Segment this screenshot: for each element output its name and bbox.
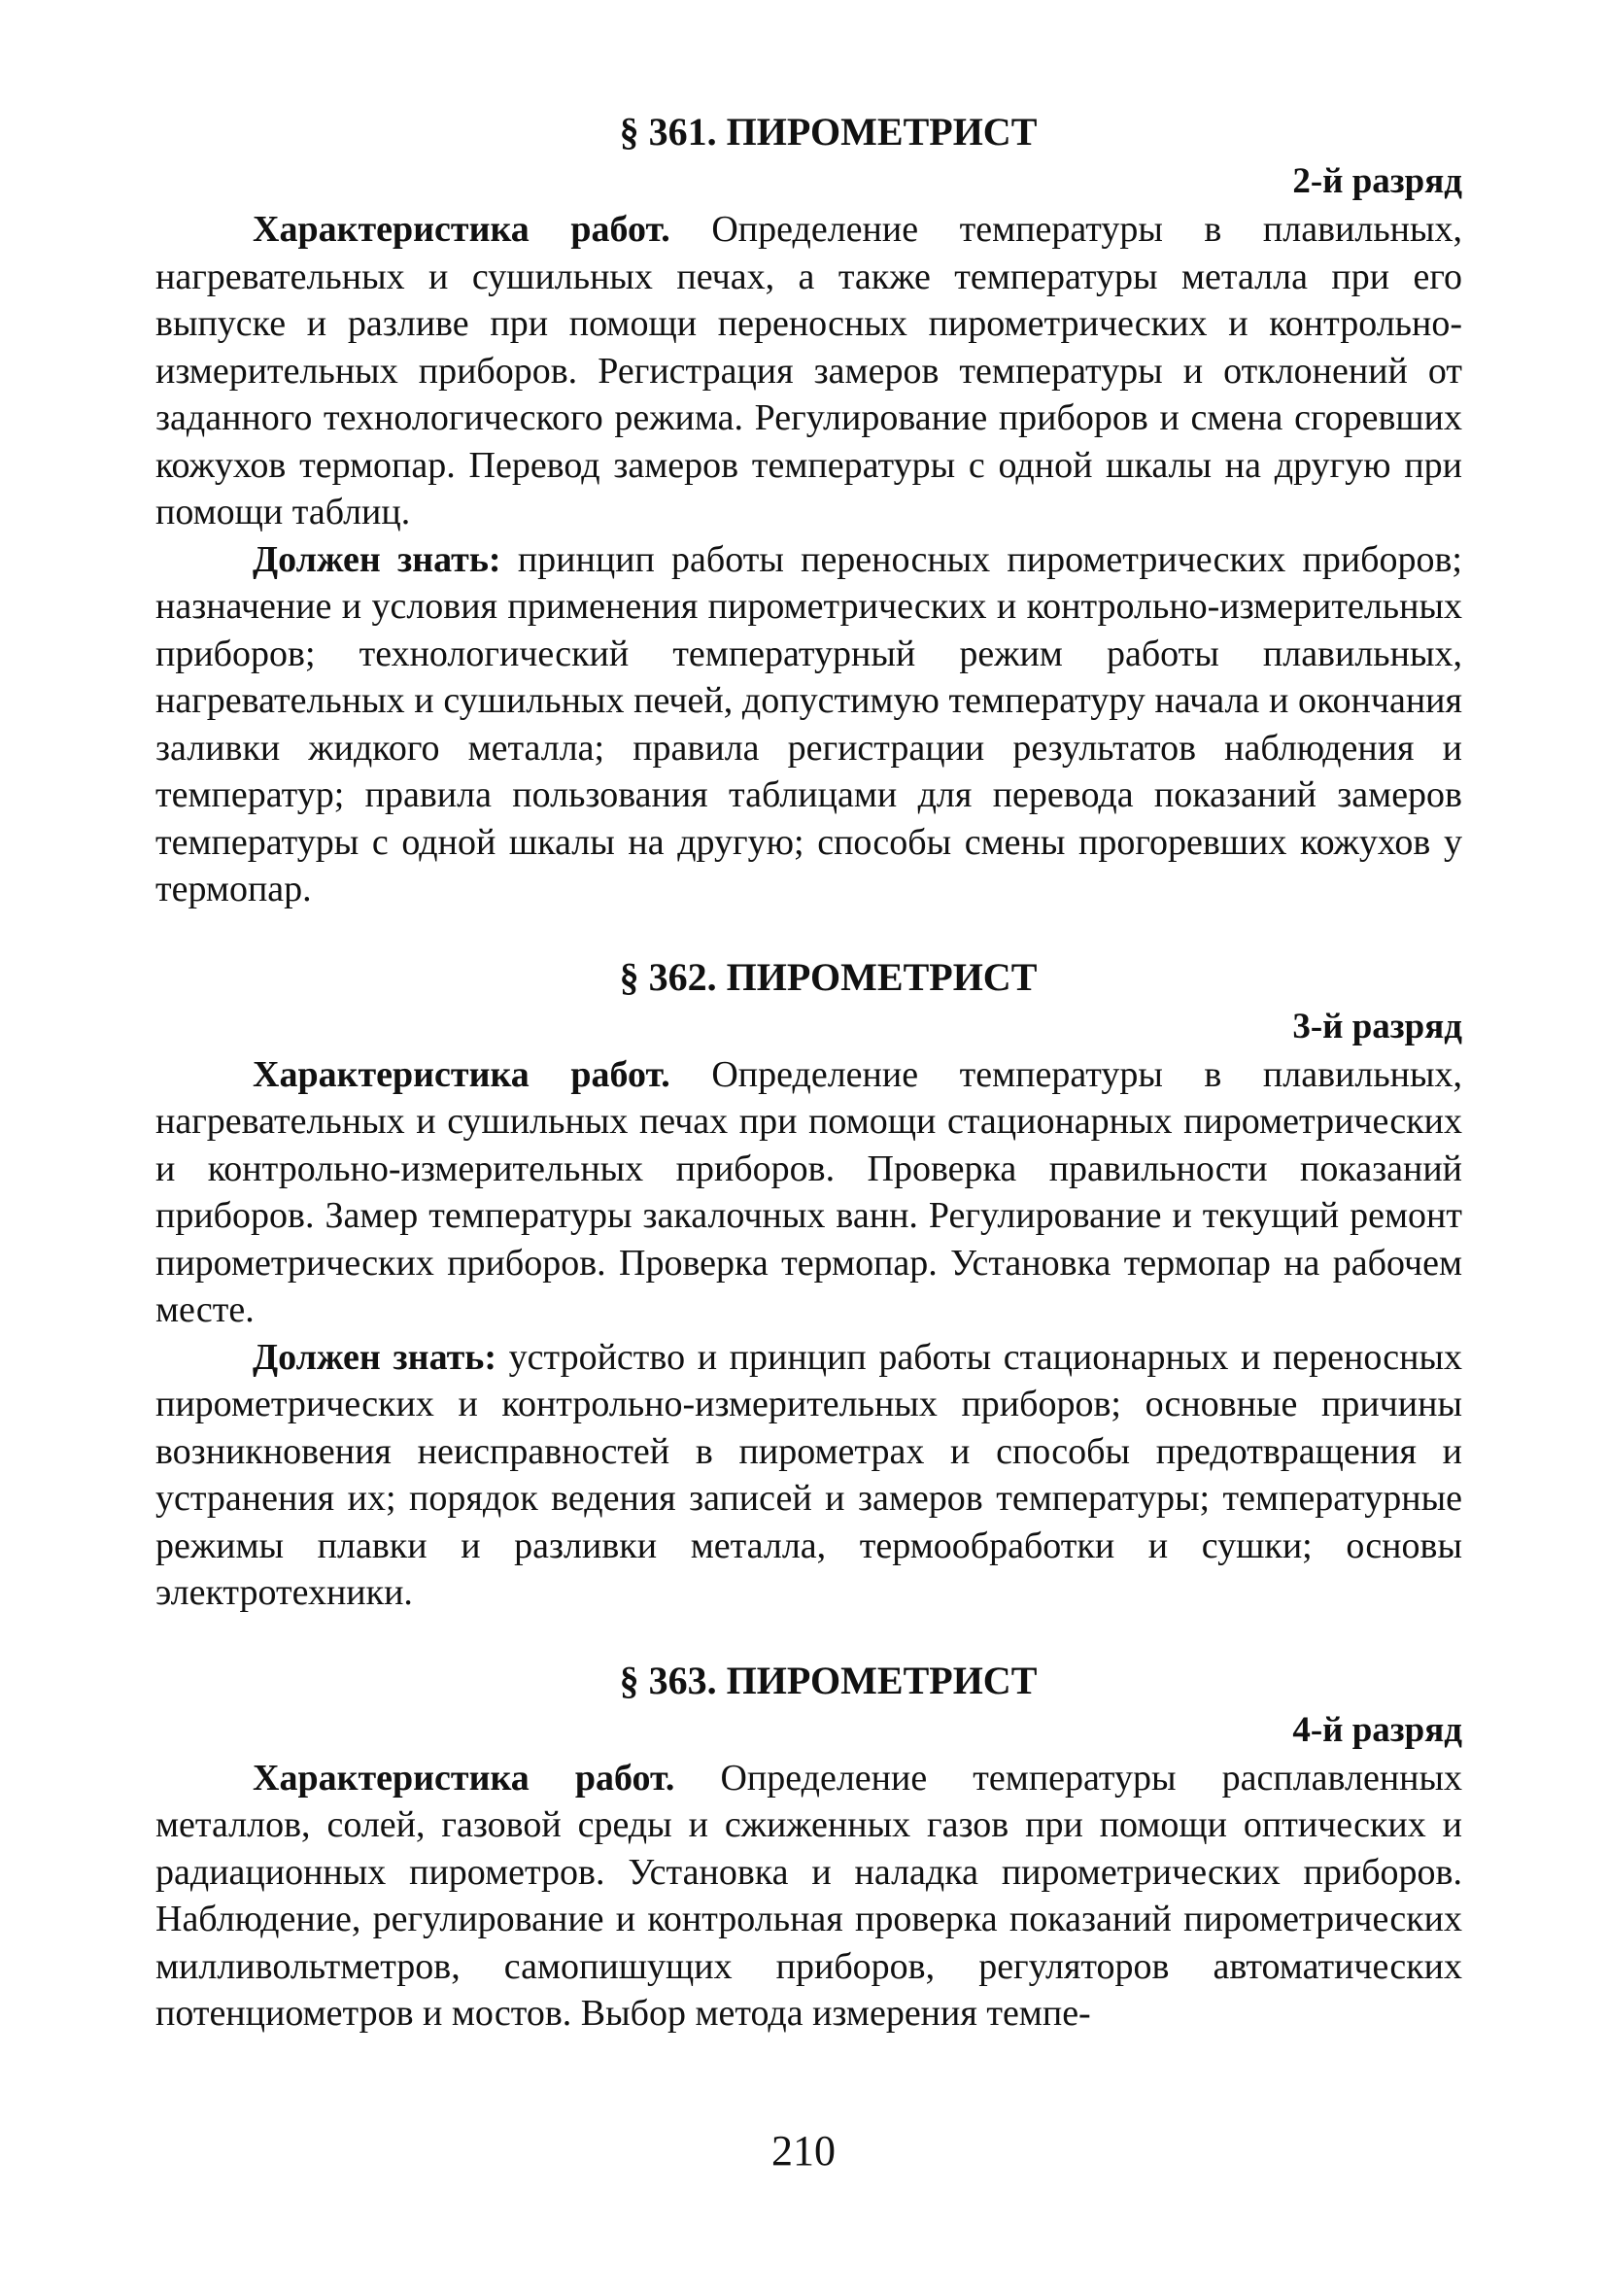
section-title: § 361. ПИРОМЕТРИСТ (619, 110, 1038, 154)
page-number: 210 (771, 2127, 836, 2175)
knowledge-label: Должен знать: (253, 1336, 497, 1378)
section-361 (155, 107, 1462, 913)
knowledge-requirements (155, 536, 1462, 913)
knowledge-text: устройство и принцип работы стационарных и переносных пирометрических и контрольно-измерительных приборов; основные причины возникновения неисправностей в пирометрах и способы предотвращения и устранения их; порядок ведения записей и замеров температуры; температурные режимы плавки и разливки металла, термообработки и сушки; основы электротехники. (155, 1336, 1463, 1613)
work-description-text: Определение температуры в плавильных, нагревательных и сушильных печах, а также температуры металла при его выпуске и разливе при помощи переносных пирометрических и контрольно-измерительных приборов. Регистрация замеров температуры и отклонений от заданного технологического режима. Регулирование приборов и смена сгоревших кожухов термопар. Перевод замеров температуры с одной шкалы на другую при помощи таблиц. (155, 209, 1463, 532)
grade-label: 2-й разряд (1292, 161, 1462, 201)
work-description (155, 1755, 1462, 2038)
work-description-text: Определение температуры расплавленных металлов, солей, газовой среды и сжиженных газов при помощи оптических и радиационных пирометров. Установка и наладка пирометрических приборов. Наблюдение, регулирование и контрольная проверка показаний пирометрических милливольтметров, самопишущих приборов, регуляторов автоматических потенциометров и мостов. Выбор метода измерения темпе- (155, 1757, 1463, 2034)
section-title: § 362. ПИРОМЕТРИСТ (619, 954, 1038, 999)
document-page (155, 107, 1462, 2076)
section-362 (155, 952, 1462, 1617)
grade-label: 3-й разряд (1292, 1006, 1462, 1046)
work-description (155, 1051, 1462, 1334)
work-description-label: Характеристика работ. (253, 209, 670, 250)
knowledge-requirements (155, 1334, 1462, 1617)
work-description-label: Характеристика работ. (253, 1757, 675, 1799)
work-description (155, 206, 1462, 536)
knowledge-label: Должен знать: (253, 538, 501, 580)
knowledge-text: принцип работы переносных пирометрических приборов; назначение и условия применения пирометрических и контрольно-измерительных приборов; технологический температурный режим работы плавильных, нагревательных и сушильных печей, допустимую температуру начала и окончания заливки жидкого металла; правила регистрации результатов наблюдения и температур; правила пользования таблицами для перевода показаний замеров температуры с одной шкалы на другую; способы смены прогоревших кожухов у термопар. (155, 538, 1462, 909)
grade-label: 4-й разряд (1292, 1709, 1462, 1750)
work-description-label: Характеристика работ. (253, 1053, 670, 1095)
section-363 (155, 1656, 1462, 2038)
section-title: § 363. ПИРОМЕТРИСТ (619, 1658, 1038, 1702)
work-description-text: Определение температуры в плавильных, нагревательных и сушильных печах при помощи стационарных пирометрических и контрольно-измерительных приборов. Проверка правильности показаний приборов. Замер температуры закалочных ванн. Регулирование и текущий ремонт пирометрических приборов. Проверка термопар. Установка термопар на рабочем месте. (155, 1053, 1463, 1330)
